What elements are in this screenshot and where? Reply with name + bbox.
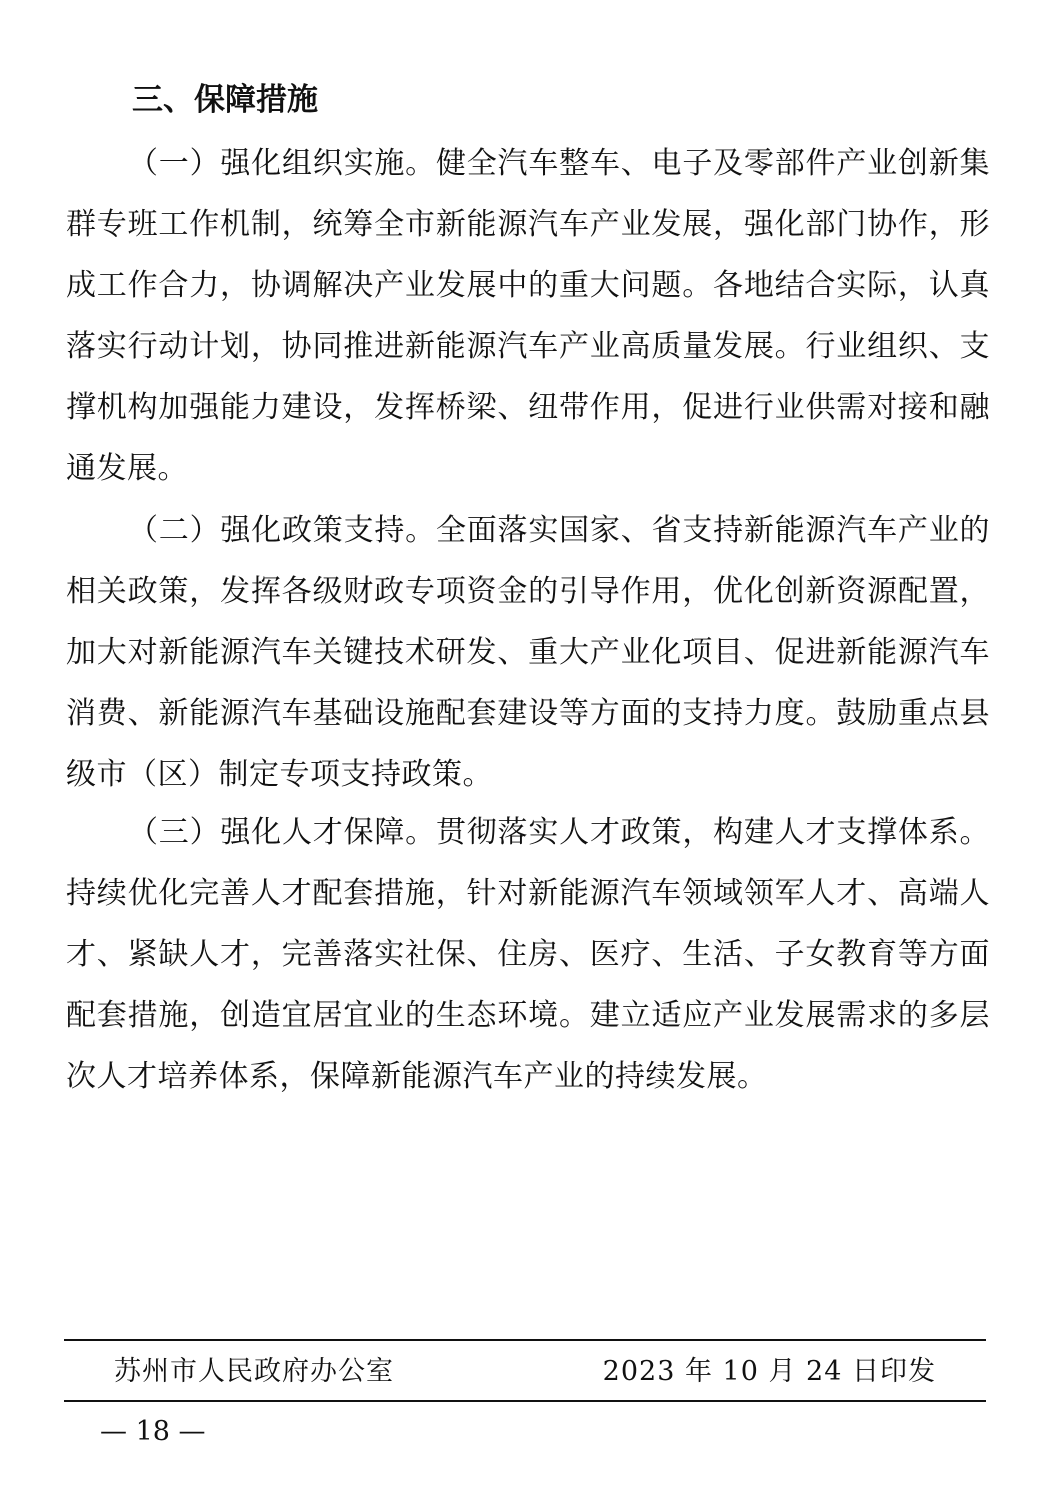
footer-top-rule (64, 1339, 986, 1341)
section-heading: 三、保障措施 (132, 82, 318, 118)
footer-imprint (64, 1345, 986, 1399)
paragraph-policy: （二）强化政策支持。全面落实国家、省支持新能源汽车产业的相关政策，发挥各级财政专项资金的引导作用，优化创新资源配置，加大对新能源汽车关键技术研发、重大产业化项目、促进新能源汽车消费、新能源汽车基础设施配套建设等方面的支持力度。鼓励重点县级市（区）制定专项支持政策。 (66, 513, 990, 792)
paragraph-organization: （一）强化组织实施。健全汽车整车、电子及零部件产业创新集群专班工作机制，统筹全市新能源汽车产业发展，强化部门协作，形成工作合力，协调解决产业发展中的重大问题。各地结合实际，认真落实行动计划，协同推进新能源汽车产业高质量发展。行业组织、支撑机构加强能力建设，发挥桥梁、纽带作用，促进行业供需对接和融通发展。 (66, 146, 990, 486)
issuer-name: 苏州市人民政府办公室 (114, 1356, 394, 1387)
paragraph-talent: （三）强化人才保障。贯彻落实人才政策，构建人才支撑体系。持续优化完善人才配套措施，针对新能源汽车领域领军人才、高端人才、紧缺人才，完善落实社保、住房、医疗、生活、子女教育等方面配套措施，创造宜居宜业的生态环境。建立适应产业发展需求的多层次人才培养体系，保障新能源汽车产业的持续发展。 (66, 815, 990, 1094)
page-number: — 18 — (100, 1416, 206, 1447)
footer-bottom-rule (64, 1400, 986, 1402)
issue-date: 2023 年 10 月 24 日印发 (602, 1356, 936, 1387)
